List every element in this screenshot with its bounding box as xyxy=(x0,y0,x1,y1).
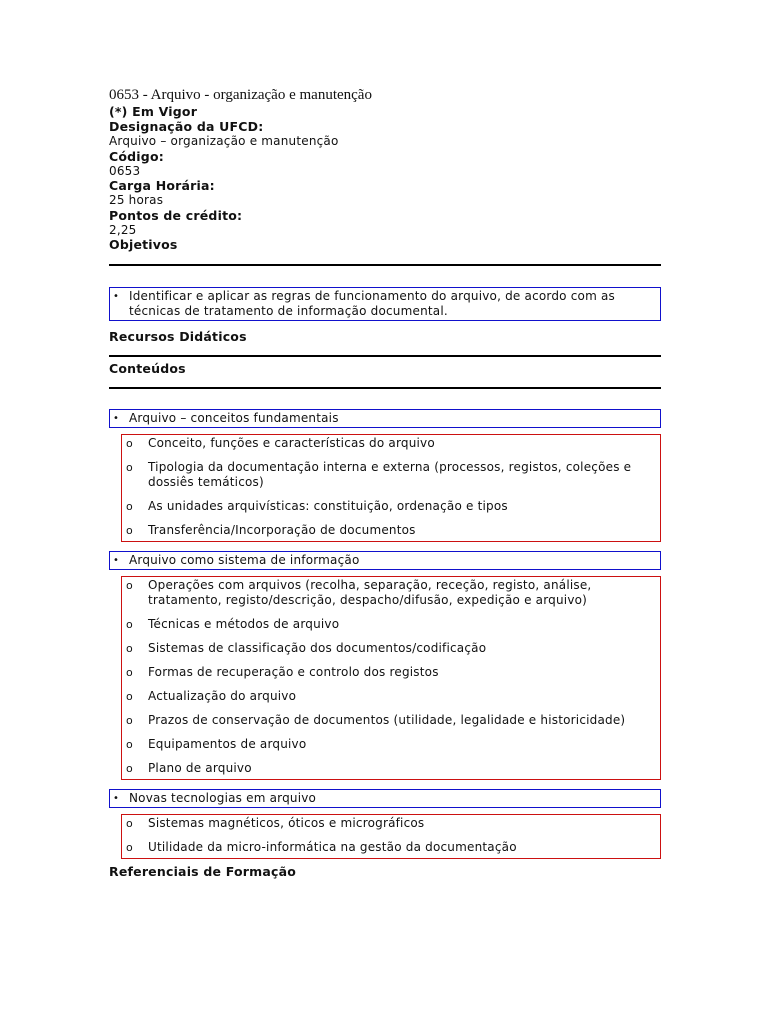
list-item-text: Operações com arquivos (recolha, separação, receção, registo, análise, tratamento, registo/descrição, despacho/difusão, expedição e arquivo) xyxy=(148,578,592,607)
list-item-text: Sistemas magnéticos, óticos e micrográficos xyxy=(148,816,425,830)
carga-horaria-value: 25 horas xyxy=(109,193,164,207)
list-item xyxy=(126,816,656,831)
conteudos-topic-title: Arquivo como sistema de informação xyxy=(129,553,360,567)
list-item-text: Sistemas de classificação dos documentos/codificação xyxy=(148,641,487,655)
list-item xyxy=(126,737,656,752)
list-item-text: As unidades arquivísticas: constituição, ordenação e tipos xyxy=(148,499,508,513)
conteudos-list xyxy=(109,409,661,859)
conteudos-subtopics xyxy=(121,576,661,780)
list-item xyxy=(126,617,656,632)
circle-bullet-icon: o xyxy=(126,579,133,592)
list-item-text: Actualização do arquivo xyxy=(148,689,297,703)
pontos-credito-value: 2,25 xyxy=(109,222,137,237)
designacao-value: Arquivo – organização e manutenção xyxy=(109,134,339,148)
bullet-icon: • xyxy=(113,413,120,424)
circle-bullet-icon: o xyxy=(126,690,133,703)
circle-bullet-icon: o xyxy=(126,817,133,830)
list-item xyxy=(126,713,656,728)
pontos-credito-label: Pontos de crédito: xyxy=(109,207,243,223)
conteudos-topic xyxy=(109,409,661,428)
document-title: 0653 - Arquivo - organização e manutenção xyxy=(109,87,372,103)
divider xyxy=(109,355,661,357)
list-item-text: Prazos de conservação de documentos (utilidade, legalidade e historicidade) xyxy=(148,713,626,727)
list-item-text: Plano de arquivo xyxy=(148,761,252,775)
conteudos-topic-title: Novas tecnologias em arquivo xyxy=(129,791,317,805)
list-item-text: Transferência/Incorporação de documentos xyxy=(148,523,416,537)
circle-bullet-icon: o xyxy=(126,524,133,537)
list-item xyxy=(126,689,656,704)
list-item-text: Técnicas e métodos de arquivo xyxy=(148,617,340,631)
circle-bullet-icon: o xyxy=(126,642,133,655)
divider xyxy=(109,387,661,389)
list-item-text: Formas de recuperação e controlo dos registos xyxy=(148,665,439,679)
designacao-label: Designação da UFCD: xyxy=(109,119,264,134)
objetivos-list-item xyxy=(109,287,661,321)
bullet-icon: • xyxy=(113,555,120,566)
codigo-value: 0653 xyxy=(109,163,141,178)
circle-bullet-icon: o xyxy=(126,437,133,450)
conteudos-subtopics xyxy=(121,434,661,542)
recursos-didaticos-label: Recursos Didáticos xyxy=(109,329,247,344)
objetivos-item-text: Identificar e aplicar as regras de funcionamento do arquivo, de acordo com as técnicas de tratamento de informação documental. xyxy=(129,289,615,318)
list-item xyxy=(126,761,656,776)
circle-bullet-icon: o xyxy=(126,762,133,775)
list-item xyxy=(126,523,656,538)
list-item xyxy=(126,460,656,490)
list-item xyxy=(126,665,656,680)
circle-bullet-icon: o xyxy=(126,714,133,727)
list-item xyxy=(126,436,656,451)
objetivos-label: Objetivos xyxy=(109,237,178,252)
conteudos-topic xyxy=(109,789,661,808)
document-page xyxy=(109,86,661,880)
conteudos-subtopics xyxy=(121,814,661,859)
list-item xyxy=(126,641,656,656)
bullet-icon: • xyxy=(113,793,120,804)
carga-horaria-label: Carga Horária: xyxy=(109,178,215,193)
list-item xyxy=(126,840,656,855)
referenciais-formacao-label: Referenciais de Formação xyxy=(109,864,297,879)
bullet-icon: • xyxy=(113,291,120,302)
conteudos-topic-title: Arquivo – conceitos fundamentais xyxy=(129,411,339,425)
circle-bullet-icon: o xyxy=(126,666,133,679)
list-item-text: Conceito, funções e características do arquivo xyxy=(148,436,435,450)
circle-bullet-icon: o xyxy=(126,461,133,474)
divider xyxy=(109,264,661,266)
conteudos-topic xyxy=(109,551,661,570)
status-label: (*) Em Vigor xyxy=(109,104,198,119)
list-item xyxy=(126,578,656,608)
circle-bullet-icon: o xyxy=(126,738,133,751)
circle-bullet-icon: o xyxy=(126,500,133,513)
conteudos-label: Conteúdos xyxy=(109,361,186,376)
list-item-text: Utilidade da micro-informática na gestão da documentação xyxy=(148,840,517,854)
list-item-text: Equipamentos de arquivo xyxy=(148,737,307,751)
circle-bullet-icon: o xyxy=(126,618,133,631)
list-item xyxy=(126,499,656,514)
codigo-label: Código: xyxy=(109,148,164,164)
circle-bullet-icon: o xyxy=(126,841,133,854)
list-item-text: Tipologia da documentação interna e externa (processos, registos, coleções e dossiês temáticos) xyxy=(148,460,632,489)
